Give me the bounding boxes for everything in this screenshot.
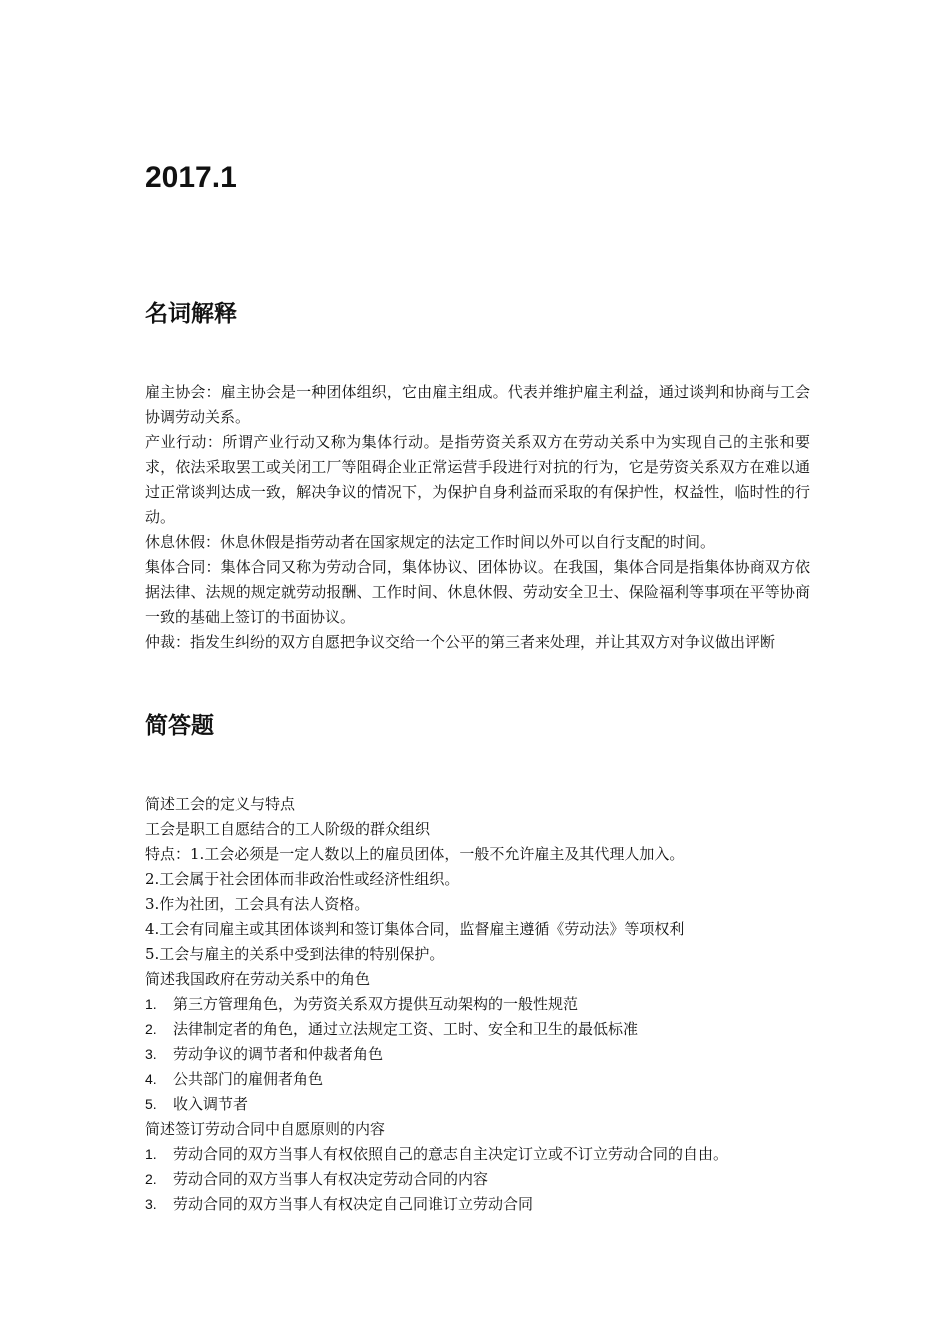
- question-3-item: [145, 1192, 810, 1217]
- list-number: 2.: [145, 1021, 157, 1037]
- list-number: 4.: [145, 1071, 157, 1087]
- list-number: 1.: [145, 1146, 157, 1162]
- short-answer-section: [145, 792, 810, 1217]
- list-item-text: 劳动合同的双方当事人有权决定劳动合同的内容: [173, 1170, 489, 1188]
- glossary-entry-collective-contract: 集体合同：集体合同又称为劳动合同，集体协议、团体协议。在我国，集体合同是指集体协商双方依据法律、法规的规定就劳动报酬、工作时间、休息休假、劳动安全卫士、保险福利等事项在平等协商一致的基础上签订的书面协议。: [145, 558, 810, 626]
- glossary-entry-industrial-action: 产业行动：所谓产业行动又称为集体行动。是指劳资关系双方在劳动关系中为实现自己的主张和要求，依法采取罢工或关闭工厂等阻碍企业正常运营手段进行对抗的行为，它是劳资关系双方在难以通过正常谈判达成一致，解决争议的情况下，为保护自身利益而采取的有保护性，权益性，临时性的行动。: [145, 433, 810, 526]
- list-number: 1.: [145, 996, 157, 1012]
- question-2-item: [145, 1092, 810, 1117]
- question-1-line: 特点：1.工会必须是一定人数以上的雇员团体，一般不允许雇主及其代理人加入。: [145, 845, 685, 863]
- list-number: 2.: [145, 1171, 157, 1187]
- glossary-entry-rest-leave: 休息休假：休息休假是指劳动者在国家规定的法定工作时间以外可以自行支配的时间。: [145, 533, 716, 551]
- glossary-entry-arbitration: 仲裁：指发生纠纷的双方自愿把争议交给一个公平的第三者来处理，并让其双方对争议做出评断: [145, 633, 776, 651]
- question-1-line: 4.工会有同雇主或其团体谈判和签订集体合同，监督雇主遵循《劳动法》等项权利: [145, 920, 685, 938]
- list-item-text: 劳动合同的双方当事人有权依照自己的意志自主决定订立或不订立劳动合同的自由。: [173, 1145, 729, 1163]
- question-1-line: 2.工会属于社会团体而非政治性或经济性组织。: [145, 870, 460, 888]
- question-2-item: [145, 1042, 810, 1067]
- question-3-item: [145, 1167, 810, 1192]
- glossary-section: [145, 380, 810, 655]
- question-1-title: 简述工会的定义与特点: [145, 795, 296, 813]
- question-1-line: 5.工会与雇主的关系中受到法律的特别保护。: [145, 945, 445, 963]
- question-2-title: 简述我国政府在劳动关系中的角色: [145, 970, 371, 988]
- document-title: 2017.1: [145, 161, 237, 194]
- question-3-title: 简述签订劳动合同中自愿原则的内容: [145, 1120, 386, 1138]
- list-item-text: 公共部门的雇佣者角色: [173, 1070, 324, 1088]
- list-item-text: 劳动争议的调节者和仲裁者角色: [173, 1045, 384, 1063]
- list-number: 3.: [145, 1196, 157, 1212]
- list-number: 3.: [145, 1046, 157, 1062]
- list-item-text: 收入调节者: [173, 1095, 249, 1113]
- question-2-item: [145, 1067, 810, 1092]
- question-1-line: 工会是职工自愿结合的工人阶级的群众组织: [145, 820, 431, 838]
- question-2-item: [145, 992, 810, 1017]
- list-item-text: 劳动合同的双方当事人有权决定自己同谁订立劳动合同: [173, 1195, 534, 1213]
- question-3-item: [145, 1142, 810, 1167]
- short-answer-heading: 简答题: [145, 713, 214, 739]
- list-number: 5.: [145, 1096, 157, 1112]
- glossary-entry-employer-association: 雇主协会：雇主协会是一种团体组织，它由雇主组成。代表并维护雇主利益，通过谈判和协商与工会协调劳动关系。: [145, 383, 810, 426]
- question-1-line: 3.作为社团，工会具有法人资格。: [145, 895, 370, 913]
- list-item-text: 第三方管理角色，为劳资关系双方提供互动架构的一般性规范: [173, 995, 579, 1013]
- question-2-item: [145, 1017, 810, 1042]
- glossary-heading: 名词解释: [145, 301, 237, 327]
- list-item-text: 法律制定者的角色，通过立法规定工资、工时、安全和卫生的最低标准: [173, 1020, 639, 1038]
